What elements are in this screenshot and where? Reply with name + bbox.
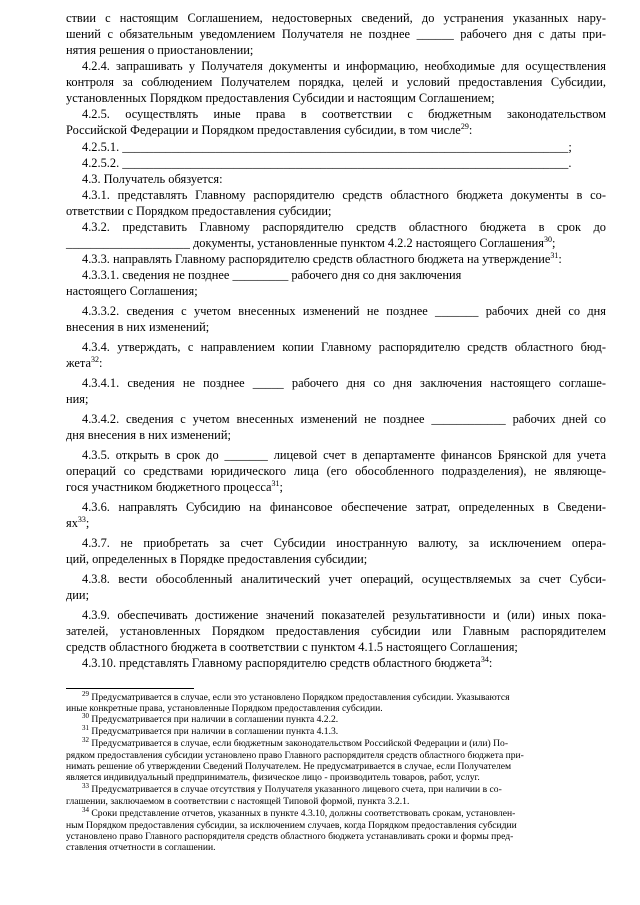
footnote-ref: 32 xyxy=(90,355,99,364)
body-line: дня внесения в них изменений; xyxy=(66,428,231,442)
clause-4-2-4: 4.2.4. запрашивать у Получателя документы и информацию, необходимые для осуществления xyxy=(82,59,606,73)
body-line: ствии с настоящим Соглашением, недостоверных сведений, до устранения указанных нару- xyxy=(66,11,606,25)
footnote-ref: 29 xyxy=(460,122,469,131)
body-line: нятия решения о приостановлении; xyxy=(66,43,254,57)
clause-4-3-3-1: 4.3.3.1. сведения не позднее _________ рабочего дня со дня заключения xyxy=(82,268,462,282)
clause-4-3-4-1: 4.3.4.1. сведения не позднее _____ рабочего дня со дня заключения настоящего соглаше- xyxy=(82,376,606,390)
body-line: ____________________ документы, установленные пунктом 4.2.2 настоящего Соглашения$^{30}$; xyxy=(66,235,556,250)
footnote-line: глашении, заключаемом в соответствии с настоящей Типовой формой, пункта 3.2.1. xyxy=(66,796,410,807)
clause-4-3-1: 4.3.1. представлять Главному распорядителю средств областного бюджета документы в со- xyxy=(82,188,606,202)
clause-4-3-4-2: 4.3.4.2. сведения с учетом внесенных изменений не позднее ____________ рабочих дней со xyxy=(82,412,606,426)
body-line: гося участником бюджетного процесса$^{31}$; xyxy=(66,479,283,494)
clause-4-3-9: 4.3.9. обеспечивать достижение значений показателей результативности и (или) иных пока- xyxy=(82,608,606,622)
footnote-ref: 33 xyxy=(77,515,86,524)
footnote-separator xyxy=(66,688,194,689)
clause-4-3-5: 4.3.5. открыть в срок до _______ лицевой счет в департаменте финансов Брянской для учета xyxy=(82,448,606,462)
body-line: ния; xyxy=(66,392,89,406)
body-line: Российской Федерации и Порядком предоставления субсидии, в том числе$^{29}$: xyxy=(66,122,473,137)
clause-4-3-8: 4.3.8. вести обособленный аналитический учет операций, осуществляемых за счет Субси- xyxy=(82,572,606,586)
body-line: внесения в них изменений; xyxy=(66,320,210,334)
clause-4-2-5: 4.2.5. осуществлять иные права в соответствии с бюджетным законодательством xyxy=(82,107,606,121)
body-line: установленных Порядком предоставления Субсидии и настоящим Соглашением; xyxy=(66,91,495,105)
body-line: настоящего Соглашения; xyxy=(66,284,198,298)
clause-4-2-5-1: 4.2.5.1. ________________________________________________________________________; xyxy=(82,140,572,154)
footnote-31: $^{31}$ Предусматривается при наличии в соглашении пункта 4.1.3. xyxy=(82,724,339,737)
footnote-30: $^{30}$ Предусматривается при наличии в соглашении пункта 4.2.2. xyxy=(82,712,339,725)
body-line: ответствии с Порядком предоставления субсидии; xyxy=(66,204,332,218)
body-line: средств областного бюджета в соответствии с пунктом 4.1.5 настоящего Соглашения; xyxy=(66,640,518,654)
footnote-line: является индивидуальный предприниматель, физическое лицо - производитель товаров, работ, услуг. xyxy=(66,772,480,783)
clause-4-3-3-2: 4.3.3.2. сведения с учетом внесенных изменений не позднее _______ рабочих дней со дня xyxy=(82,304,606,318)
clause-4-3-3: 4.3.3. направлять Главному распорядителю средств областного бюджета на утверждение$^{31}$: xyxy=(82,251,562,266)
body-line: дии; xyxy=(66,588,90,602)
footnote-32: $^{32}$ Предусматривается в случае, если бюджетным законодательством Российской Федерации и (или) По- xyxy=(82,736,509,749)
footnote-ref: 30 xyxy=(544,235,553,244)
clause-4-3: 4.3. Получатель обязуется: xyxy=(82,172,223,186)
footnote-ref: 34 xyxy=(480,655,489,664)
footnote-ref: 31 xyxy=(271,479,280,488)
footnote-29: $^{29}$ Предусматривается в случае, если это установлено Порядком предоставления субсидии. Указываются xyxy=(82,690,510,703)
body-line: $ях^{33}$; xyxy=(66,515,90,530)
clause-4-2-5-2: 4.2.5.2. ________________________________________________________________________. xyxy=(82,156,572,170)
footnote-34: $^{34}$ Сроки представление отчетов, указанных в пункте 4.3.10, должны соответствовать срокам, установлен- xyxy=(82,806,516,819)
body-line: зателей, установленных Порядком предоставления субсидии или Главным распорядителем xyxy=(66,624,606,638)
footnote-line: ным Порядком предоставления субсидии, за исключением случаев, когда Порядком предоставления субсидии xyxy=(66,820,517,831)
footnote-line: рядком предоставления субсидии установлено право Главного распорядителя средств областного бюджета при- xyxy=(66,750,524,761)
footnote-line: нимать решение об утверждении Сведений Получателем. Не предусматривается в случае, если Получателем xyxy=(66,761,512,772)
footnote-ref: 31 xyxy=(550,251,559,260)
body-line: жета$^{32}$: xyxy=(66,355,103,370)
footnote-line: ставления отчетности в соглашении. xyxy=(66,842,216,853)
body-line: операций со средствами юридического лица (его обособленного подразделения), не являюще- xyxy=(66,464,606,478)
clause-4-3-10: 4.3.10. представлять Главному распорядителю средств областного бюджета$^{34}$: xyxy=(82,655,493,670)
footnote-line: иные конкретные права, установленные Порядком предоставления субсидии. xyxy=(66,703,383,714)
body-line: шений с обязательным уведомлением Получателя не позднее ______ рабочего дня с даты при- xyxy=(66,27,606,41)
clause-4-3-4: 4.3.4. утверждать, с направлением копии Главному распорядителю средств областного бюд- xyxy=(82,340,606,354)
body-line: ций, определенных в Порядке предоставления субсидии; xyxy=(66,552,368,566)
footnote-line: установлено право Главного распорядителя средств областного бюджета устанавливать сроки и формы пред- xyxy=(66,831,514,842)
clause-4-3-7: 4.3.7. не приобретать за счет Субсидии иностранную валюту, за исключением опера- xyxy=(82,536,606,550)
footnote-33: $^{33}$ Предусматривается в случае отсутствия у Получателя указанного лицевого счета, при наличии в со- xyxy=(82,782,502,795)
clause-4-3-6: 4.3.6. направлять Субсидию на финансовое обеспечение затрат, определенных в Сведени- xyxy=(82,500,606,514)
body-line: контроля за соблюдением Получателем порядка, целей и условий предоставления Субсидии, xyxy=(66,75,606,89)
clause-4-3-2: 4.3.2. представить Главному распорядителю средств областного бюджета в срок до xyxy=(82,220,606,234)
